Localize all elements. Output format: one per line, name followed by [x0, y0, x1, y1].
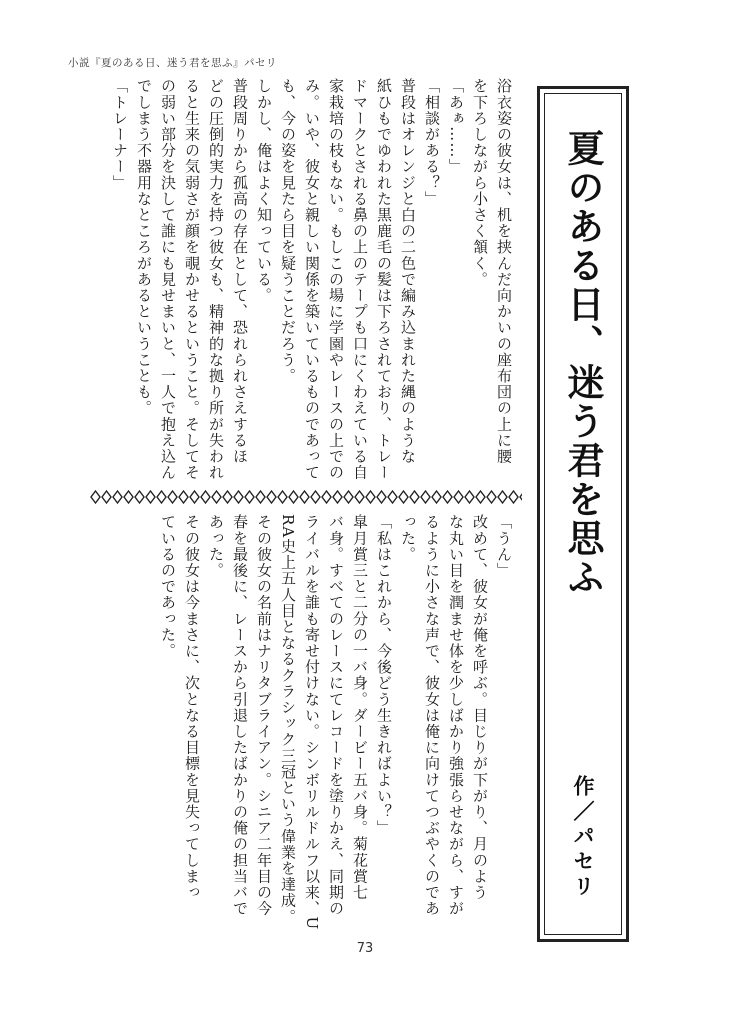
- text-column: その彼女の名前はナリタブライアン。シニア二年目の今: [255, 514, 273, 917]
- text-column: 春を最後に、レースから引退したばかりの俺の担当バで: [231, 514, 249, 917]
- author-credit: 作／パセリ: [571, 775, 595, 900]
- text-column: 改めて、彼女が俺を呼ぶ。目じりが下がり、月のよう: [471, 514, 489, 901]
- body-text-lower: [156, 514, 516, 934]
- text-column: RA史上五人目となるクラシック三冠という偉業を達成。: [279, 514, 297, 925]
- text-column: も、今の姿を見たら目を疑うことだろう。: [279, 78, 297, 384]
- text-column: 「私はこれから、今後どう生きればよい？」: [375, 514, 393, 836]
- text-column: しかし、俺はよく知っている。: [255, 78, 273, 304]
- text-column: どの圧倒的実力を持つ彼女も、精神的な拠り所が失われ: [207, 78, 225, 481]
- text-column: でしまう不器用なところがあるということも。: [135, 78, 153, 417]
- text-column: 家栽培の枝もない。もしこの場に学園やレースの上での: [327, 78, 345, 481]
- body-text-upper: [108, 78, 516, 484]
- text-column: ているのであった。: [159, 514, 177, 659]
- text-column: 「あぁ……」: [447, 78, 465, 175]
- text-column: み。いや、彼女と親しい関係を築いているものであって: [303, 78, 321, 481]
- text-column: の弱い部分を決して誰にも見せまいと、一人で抱え込ん: [159, 78, 177, 481]
- diamond-divider: [90, 488, 522, 506]
- text-column: った。: [399, 514, 417, 563]
- text-column: ライバルを誰も寄せ付けない。シンボリルドルフ以来、U: [303, 514, 321, 931]
- text-column: 「相談がある？」: [423, 78, 441, 207]
- text-column: 「トレーナー」: [111, 78, 129, 191]
- text-column: るように小さな声で、彼女は俺に向けてつぶやくのであ: [423, 514, 441, 917]
- text-column: を下ろしながら小さく頷く。: [471, 78, 489, 288]
- text-column: ると生来の気弱さが顔を覗かせるということ。そしてそ: [183, 78, 201, 481]
- story-title: 夏のある日、迷う君を思ふ: [561, 129, 605, 597]
- text-column: 「うん」: [495, 514, 513, 579]
- text-column: ドマークとされる鼻の上のテープも口にくわえている自: [351, 78, 369, 481]
- text-column: その彼女は今まさに、次となる目標を見失ってしまっ: [183, 514, 201, 901]
- text-column: あった。: [207, 514, 225, 579]
- text-column: 皐月賞三と二分の一バ身。ダービー五バ身。菊花賞七: [351, 514, 369, 901]
- text-column: 紙ひもでゆわれた黒鹿毛の髪は下ろされており、トレー: [375, 78, 393, 481]
- title-box: [537, 86, 629, 942]
- text-column: バ身。すべてのレースにてレコードを塗りかえ、同期の: [327, 514, 345, 917]
- text-column: な丸い目を潤ませ体を少しばかり強張らせながら、すが: [447, 514, 465, 917]
- text-column: 普段はオレンジと白の二色で編み込まれた縄のような: [399, 78, 417, 465]
- text-column: 浴衣姿の彼女は、机を挟んだ向かいの座布団の上に腰: [495, 78, 513, 465]
- running-header: 小説『夏のある日、迷う君を思ふ』パセリ: [68, 57, 277, 69]
- text-column: 普段周りから孤高の存在として、恐れられさえするほ: [231, 78, 249, 465]
- page-number: 73: [356, 941, 374, 956]
